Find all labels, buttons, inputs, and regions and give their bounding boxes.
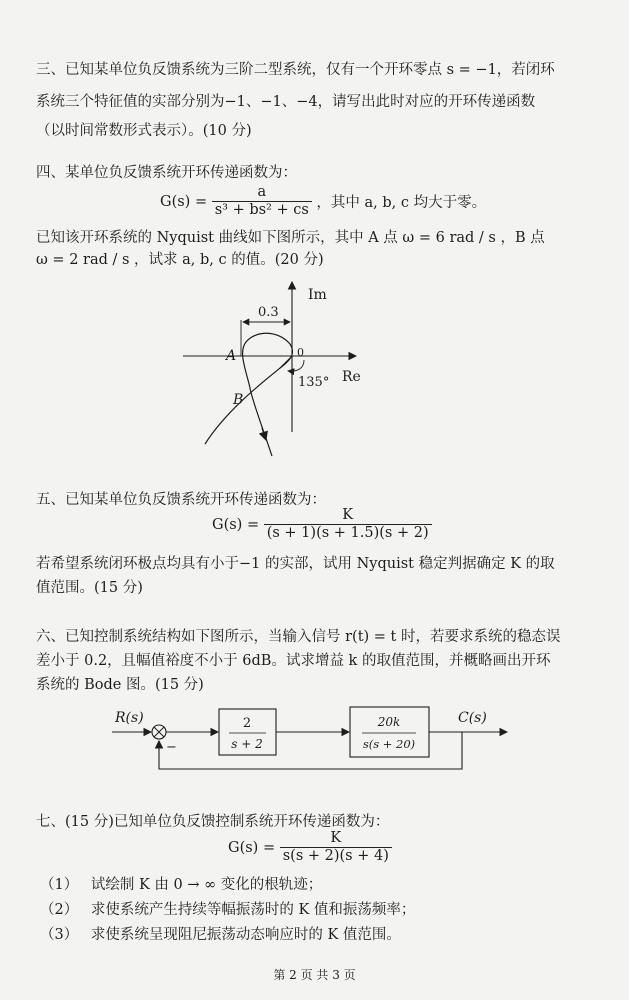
q5-line-2: 若希望系统闭环极点均具有小于−1 的实部，试用 Nyquist 稳定判据确定 K 的取 — [36, 556, 555, 572]
q5-line-3: 值范围。(15 分) — [36, 580, 143, 596]
block-1-numerator: 2 — [242, 716, 252, 731]
dim-label: 0.3 — [258, 305, 279, 320]
q4-line-2: 已知该开环系统的 Nyquist 曲线如下图所示，其中 A 点 ω = 6 rad / s ，B 点 — [36, 230, 545, 246]
angle-label: 135° — [298, 375, 330, 390]
q7-denominator: s(s + 2)(s + 4) — [282, 848, 389, 864]
feedback-path — [159, 732, 462, 769]
q7-item-3-marker: （3） — [40, 927, 79, 943]
q7-fraction — [280, 830, 392, 865]
im-label: Im — [308, 287, 327, 303]
block-2-denominator: s(s + 20) — [362, 737, 416, 751]
point-b-label: B — [233, 392, 244, 408]
q3-line-2: 系统三个特征值的实部分别为−1、−1、−4，请写出此时对应的开环传递函数 — [36, 94, 536, 110]
q7-item-2 — [40, 900, 415, 920]
q7-equation — [228, 830, 392, 865]
point-a-label: A — [226, 348, 237, 364]
output-label: C(s) — [458, 710, 487, 726]
q4-numerator: a — [212, 184, 312, 202]
q7-item-1 — [40, 875, 322, 895]
block-2-numerator: 20k — [377, 715, 401, 729]
q4-equation-tail: ，其中 a, b, c 均大于零。 — [316, 195, 487, 211]
block-1-denominator: s + 2 — [231, 737, 263, 751]
q4-equation-lhs: G(s) = — [160, 193, 208, 210]
q3-line-1: 三、已知某单位负反馈系统为三阶二型系统，仅有一个开环零点 s = −1，若闭环 — [36, 62, 555, 78]
q7-item-1-marker: （1） — [40, 877, 79, 893]
input-label: R(s) — [115, 710, 144, 726]
origin-label: 0 — [297, 346, 304, 359]
q6-line-2: 差小于 0.2，且幅值裕度不小于 6dB。试求增益 k 的取值范围，并概略画出开环 — [36, 653, 551, 669]
q5-equation-lhs: G(s) = — [212, 516, 260, 533]
q5-numerator: K — [264, 507, 432, 525]
q7-item-3 — [40, 925, 401, 945]
q7-equation-lhs: G(s) = — [228, 839, 276, 856]
q3-line-3: （以时间常数形式表示）。(10 分) — [36, 123, 252, 139]
q6-line-1: 六、已知控制系统结构如下图所示，当输入信号 r(t) = t 时，若要求系统的稳态误 — [36, 629, 561, 645]
q4-denominator: s³ + bs² + cs — [214, 202, 309, 218]
q5-intro: 五、已知某单位负反馈系统开环传递函数为： — [36, 492, 326, 508]
q7-numerator: K — [280, 830, 392, 848]
q6-line-3: 系统的 Bode 图。(15 分) — [36, 677, 204, 693]
q7-intro: 七、(15 分)已知单位负反馈控制系统开环传递函数为： — [36, 814, 390, 830]
page-footer: 第 2 页 共 3 页 — [273, 968, 356, 982]
q7-item-2-text: 求使系统产生持续等幅振荡时的 K 值和振荡频率； — [90, 902, 416, 918]
q4-line-3: ω = 2 rad / s ，试求 a, b, c 的值。(20 分) — [36, 252, 324, 268]
q7-item-1-text: 试绘制 K 由 0 → ∞ 变化的根轨迹； — [90, 877, 323, 893]
q7-item-3-text: 求使系统呈现阻尼振荡动态响应时的 K 值范围。 — [90, 927, 401, 943]
q7-item-2-marker: （2） — [40, 902, 79, 918]
q4-intro: 四、某单位负反馈系统开环传递函数为： — [36, 165, 297, 181]
minus-sign: − — [166, 740, 177, 755]
re-label: Re — [342, 369, 361, 385]
q5-denominator: (s + 1)(s + 1.5)(s + 2) — [266, 525, 429, 541]
